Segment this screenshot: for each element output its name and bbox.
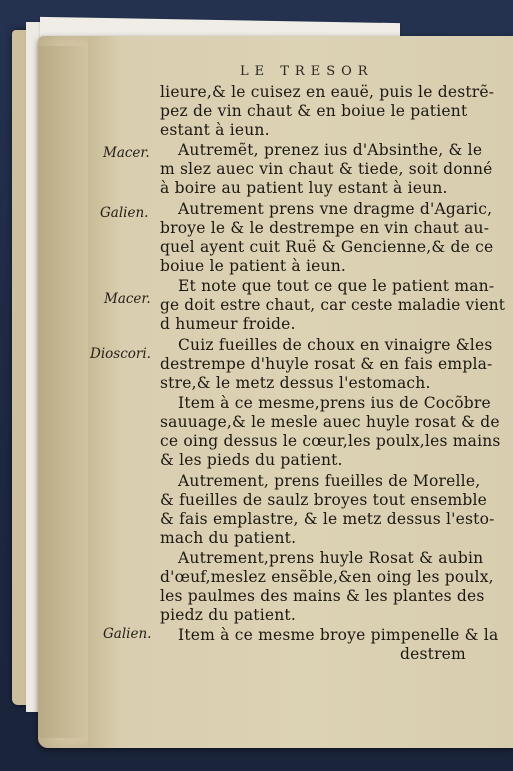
text-line: Et note que tout ce que le patient man-	[178, 277, 495, 295]
text-line: destrempe d'huyle rosat & en fais empla-	[160, 355, 493, 373]
text-line: d humeur froide.	[160, 315, 296, 333]
text-line: sauuage,& le mesle auec huyle rosat & de	[160, 413, 500, 431]
text-line: ge doit estre chaut, car ceste maladie vient	[160, 296, 506, 314]
text-line: & fueilles de saulz broyes tout ensemble	[160, 491, 487, 509]
text-line: lieure,& le cuisez en eauë, puis le destrẽ-	[160, 83, 495, 101]
text-line: Autremẽt, prenez ius d'Absinthe, & le	[178, 141, 483, 159]
margin-note-macer: Macer.	[104, 291, 151, 307]
page-gutter	[38, 46, 88, 738]
text-line: m slez auec vin chaut & tiede, soit donné	[160, 160, 493, 178]
text-line: Autrement prens vne dragme d'Agaric,	[178, 200, 493, 218]
text-line: Autrement, prens fueilles de Morelle,	[178, 472, 481, 490]
text-line: à boire au patient luy estant à ieun.	[160, 179, 448, 197]
text-line: ce oing dessus le cœur,les poulx,les mains	[160, 432, 501, 450]
text-line: Cuiz fueilles de choux en vinaigre &les	[178, 336, 493, 354]
margin-note-galien: Galien.	[103, 626, 152, 642]
text-line: estant à ieun.	[160, 121, 270, 139]
text-line: stre,& le metz dessus l'estomach.	[160, 374, 431, 392]
text-line: les paulmes des mains & les plantes des	[160, 587, 485, 605]
margin-note-macer: Macer.	[103, 145, 150, 161]
text-line: d'œuf,meslez ensẽble,&en oing les poulx,	[160, 568, 494, 586]
text-line: boiue le patient à ieun.	[160, 257, 347, 275]
text-line: Item à ce mesme,prens ius de Cocõbre	[178, 394, 491, 412]
catchword: destrem	[400, 645, 466, 663]
running-title: LE TRESOR	[240, 64, 374, 79]
text-line: piedz du patient.	[160, 606, 296, 624]
text-line: Autrement,prens huyle Rosat & aubin	[178, 549, 484, 567]
text-line: pez de vin chaut & en boiue le patient	[160, 102, 468, 120]
text-line: mach du patient.	[160, 529, 297, 547]
margin-note-galien: Galien.	[100, 205, 149, 221]
text-line: Item à ce mesme broye pimpenelle & la	[178, 626, 499, 644]
text-line: broye le & le destrempe en vin chaut au-	[160, 219, 490, 237]
text-line: & fais emplastre, & le metz dessus l'esto-	[160, 510, 495, 528]
text-line: & les pieds du patient.	[160, 451, 343, 469]
text-line: quel ayent cuit Ruë & Gencienne,& de ce	[160, 238, 494, 256]
margin-note-dioscori: Dioscori.	[90, 346, 151, 362]
